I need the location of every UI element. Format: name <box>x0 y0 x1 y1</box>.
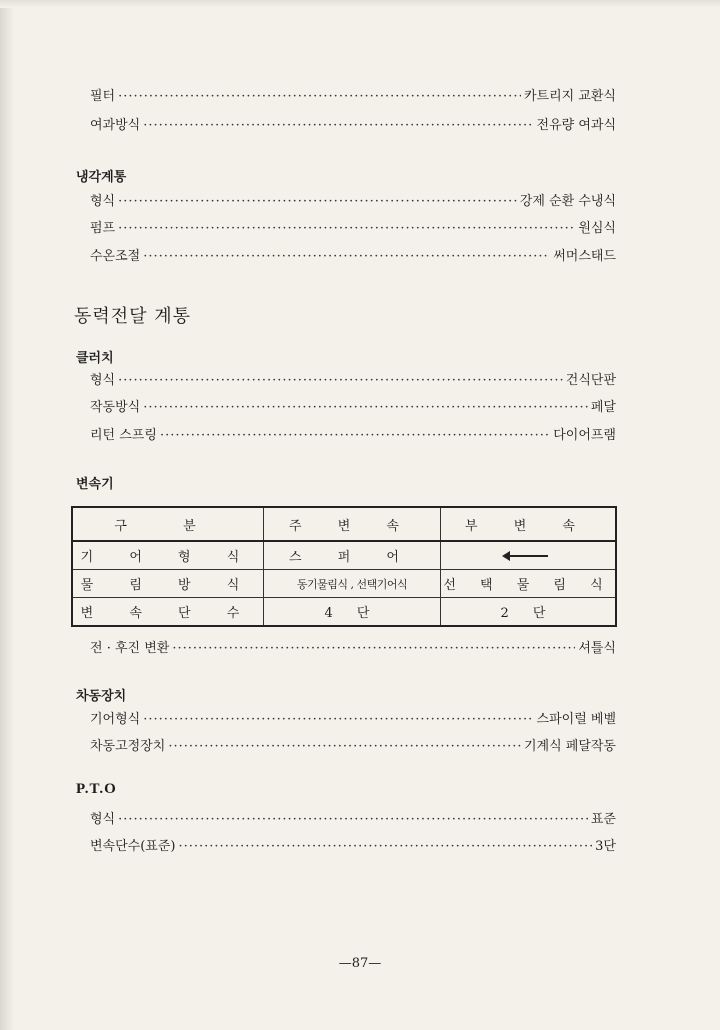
spec-label: 차동고정장치 <box>90 739 166 754</box>
spec-row-pto-speeds <box>90 836 616 856</box>
leader-dots <box>118 372 563 390</box>
table-header-row <box>72 507 616 541</box>
leader-dots <box>143 399 588 417</box>
spec-value: 표준 <box>590 812 616 827</box>
page-number: —87— <box>338 956 382 971</box>
leader-dots <box>118 193 517 211</box>
spec-label: 수온조절 <box>90 249 141 264</box>
transmission-heading: 변속기 <box>76 477 114 492</box>
spec-row-return-spring <box>90 425 616 445</box>
leader-dots <box>143 248 550 266</box>
spec-value: 3단 <box>595 839 616 854</box>
table-header-cell: 주 변 속 <box>289 518 415 534</box>
differential-heading: 차동장치 <box>76 689 127 704</box>
spec-label: 기어형식 <box>90 712 141 727</box>
spec-label: 형식 <box>90 194 116 209</box>
spec-value: 셔틀식 <box>578 641 616 656</box>
page-edge-shadow <box>0 0 14 1030</box>
spec-value: 전유량 여과식 <box>536 118 616 133</box>
transmission-table <box>71 506 617 627</box>
spec-row-filter <box>90 86 616 106</box>
page-top-shadow <box>0 0 720 8</box>
leader-dots <box>118 88 521 106</box>
spec-label: 형식 <box>90 373 116 388</box>
section-title: 동력전달 계통 <box>74 306 192 327</box>
table-cell: 동기물림식 , 선택기어식 <box>296 577 408 591</box>
leader-dots <box>160 427 550 445</box>
spec-row-cooling-type <box>90 191 616 211</box>
spec-row-pump <box>90 218 616 238</box>
left-arrow-icon <box>508 555 548 557</box>
spec-label: 펌프 <box>90 221 116 236</box>
spec-value: 원심식 <box>578 221 616 236</box>
spec-value: 기계식 페달작동 <box>523 739 616 754</box>
spec-row-clutch-operation <box>90 397 616 417</box>
spec-row-filtration <box>90 115 616 135</box>
spec-label: 전 · 후진 변환 <box>90 641 170 656</box>
table-cell: 선 택 물 림 식 <box>443 578 613 593</box>
table-row <box>72 541 616 570</box>
leader-dots <box>168 738 521 756</box>
spec-value: 강제 순환 수냉식 <box>519 194 616 209</box>
pto-heading: P.T.O <box>76 781 117 797</box>
spec-row-shuttle <box>90 638 616 658</box>
table-row <box>72 570 616 598</box>
leader-dots <box>172 640 575 658</box>
spec-label: 리턴 스프링 <box>90 428 157 443</box>
leader-dots <box>118 220 575 238</box>
table-row <box>72 598 616 627</box>
spec-value: 페달 <box>590 400 616 415</box>
spec-row-gear-type <box>90 709 616 729</box>
table-header-cell: 부 변 속 <box>465 518 591 534</box>
spec-row-diff-lock <box>90 736 616 756</box>
leader-dots <box>179 838 593 856</box>
spec-row-clutch-type <box>90 370 616 390</box>
clutch-heading: 클러치 <box>76 351 114 366</box>
spec-label: 변속단수(표준) <box>90 839 176 854</box>
spec-label: 형식 <box>90 812 116 827</box>
table-cell: 4 단 <box>324 606 380 621</box>
spec-value: 스파이럴 베벨 <box>536 712 616 727</box>
table-cell: 기 어 형 식 <box>80 550 256 565</box>
spec-value: 건식단판 <box>565 373 616 388</box>
table-cell: 변 속 단 수 <box>80 606 256 621</box>
spec-label: 필터 <box>90 89 116 104</box>
table-cell: 물 림 방 식 <box>80 578 256 593</box>
table-cell: 스 퍼 어 <box>289 550 415 565</box>
leader-dots <box>143 711 533 729</box>
table-cell: 2 단 <box>500 606 556 621</box>
spec-label: 작동방식 <box>90 400 141 415</box>
table-header-cell: 구 분 <box>114 518 222 534</box>
spec-row-pto-type <box>90 809 616 829</box>
leader-dots <box>118 811 588 829</box>
spec-row-thermostat <box>90 246 616 266</box>
cooling-heading: 냉각계통 <box>76 170 127 185</box>
spec-value: 써머스태드 <box>553 249 616 264</box>
leader-dots <box>143 117 533 135</box>
spec-value: 카트리지 교환식 <box>523 89 616 104</box>
spec-label: 여과방식 <box>90 118 141 133</box>
spec-value: 다이어프램 <box>553 428 616 443</box>
